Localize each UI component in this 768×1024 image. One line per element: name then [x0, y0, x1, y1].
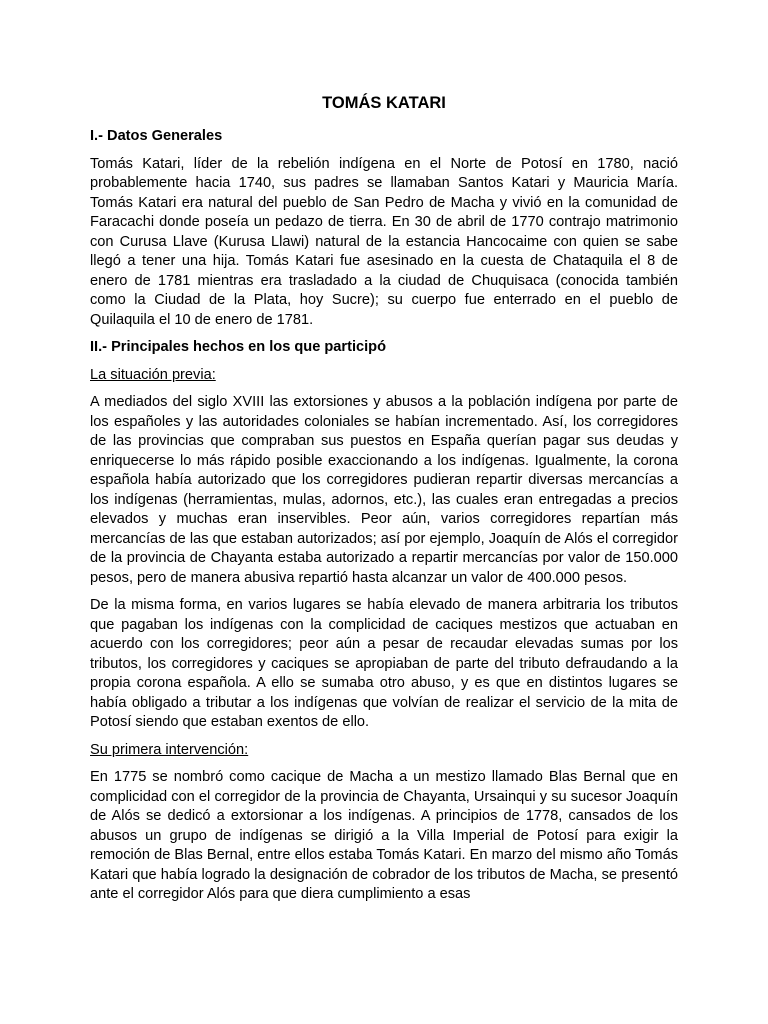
subheading-situacion-previa: La situación previa: [90, 366, 216, 383]
section-heading-datos-generales: I.- Datos Generales [90, 128, 223, 144]
paragraph-datos-generales: Tomás Katari, líder de la rebelión indígena en el Norte de Potosí en 1780, nació probablemente hacia 1740, sus padres se llamaban Santos Katari y Mauricia María. Tomás Katari era natural del pueblo de San Pedro de Macha y vivió en la comunidad de Faracachi donde poseía un pedazo de tierra. En 30 de abril de 1770 contrajo matrimonio con Curusa Llave (Kurusa Llawi) natural de la estancia Hancocaime con quien se sabe llegó a tener una hija. Tomás Katari fue asesinado en la cuesta de Chataquila el 8 de enero de 1781 mientras era trasladado a la ciudad de Chuquisaca (conocida también como la Ciudad de la Plata, hoy Sucre); su cuerpo fue enterrado en el pueblo de Quilaquila el 10 de enero de 1781. [90, 155, 678, 328]
paragraph-situacion-previa-2: De la misma forma, en varios lugares se había elevado de manera arbitraria los tributos que pagaban los indígenas con la complicidad de caciques mestizos que actuaban en acuerdo con los corregidores; peor aún a pesar de recaudar elevadas sumas por los tributos, los corregidores y caciques se apropiaban de parte del tributo defraudando a la propia corona española. A ello se sumaba otro abuso, y es que en distintos lugares se había obligado a tributar a los indígenas que volvían de realizar el servicio de la mita de Potosí siendo que estaban exentos de ello. [90, 597, 678, 730]
subheading-primera-intervencion: Su primera intervención: [90, 741, 249, 758]
paragraph-primera-intervencion: En 1775 se nombró como cacique de Macha a un mestizo llamado Blas Bernal que en complicidad con el corregidor de la provincia de Chayanta, Ursainqui y su sucesor Joaquín de Alós se dedicó a extorsionar a los indígenas. A principios de 1778, cansados de los abusos un grupo de indígenas se dirigió a la Villa Imperial de Potosí para exigir la remoción de Blas Bernal, entre ellos estaba Tomás Katari. En marzo del mismo año Tomás Katari que había logrado la designación de cobrador de los tributos de Macha, se presentó ante el corregidor Alós para que diera cumplimiento a esas [90, 769, 678, 902]
document-body [90, 90, 678, 913]
paragraph-situacion-previa-1: A mediados del siglo XVIII las extorsiones y abusos a la población indígena por parte de los españoles y las autoridades coloniales se habían incrementado. Así, los corregidores de las provincias que compraban sus puestos en España querían pagar sus deudas y enriquecerse lo más rápido posible exaccionando a los indígenas. Igualmente, la corona española había autorizado que los corregidores pudieran repartir diversas mercancías a los indígenas (herramientas, mulas, adornos, etc.), las cuales eran entregadas a precios elevados y muchas eran inservibles. Peor aún, varios corregidores repartían más mercancías de las que estaban autorizados; así por ejemplo, Joaquín de Alós el corregidor de la provincia de Chayanta estaba autorizado a repartir mercancías por valor de 150.000 pesos, pero de manera abusiva repartió hasta alcanzar un valor de 400.000 pesos. [90, 394, 678, 586]
document-title: TOMÁS KATARI [322, 94, 446, 112]
section-heading-principales-hechos: II.- Principales hechos en los que participó [90, 339, 387, 355]
